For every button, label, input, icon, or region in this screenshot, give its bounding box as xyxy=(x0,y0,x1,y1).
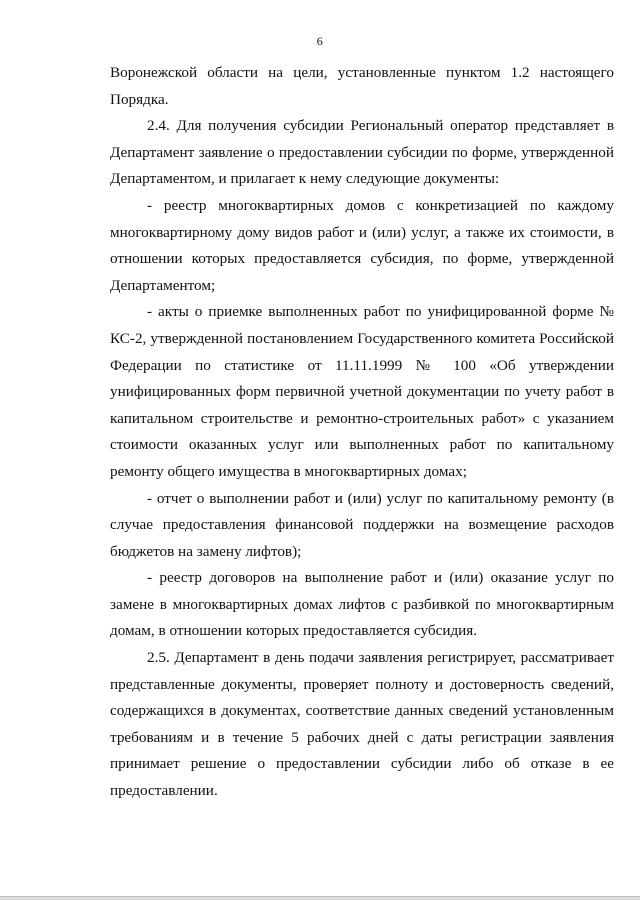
paragraph-line: Департамент заявление о предоставлении субсидии по форме, утвержденной xyxy=(110,143,614,161)
paragraph-line: Департаментом, и прилагает к нему следующие документы: xyxy=(110,170,500,188)
list-item-line: - реестр договоров на выполнение работ и (или) оказание услуг по xyxy=(147,569,614,587)
list-item-line: бюджетов на замену лифтов); xyxy=(110,542,302,560)
list-item-line: капитальном строительстве и ремонтно-строительных работ» с указанием xyxy=(110,409,614,427)
list-item-line: домам, в отношении которых предоставляется субсидия. xyxy=(110,622,478,640)
list-item-line: - акты о приемке выполненных работ по унифицированной форме № xyxy=(147,303,614,321)
list-item-line: - отчет о выполнении работ и (или) услуг по капитальному ремонту (в xyxy=(147,489,614,507)
paragraph-line: представленные документы, проверяет полноту и достоверность сведений, xyxy=(110,675,614,693)
paragraph-line: требованиям и в течение 5 рабочих дней с даты регистрации заявления xyxy=(110,728,614,746)
list-item-line: Федерации по статистике от 11.11.1999 № 100 «Об утверждении xyxy=(110,356,614,374)
list-item-line: унифицированных форм первичной учетной документации по учету работ в xyxy=(110,383,614,401)
paragraph-line: 2.5. Департамент в день подачи заявления регистрирует, рассматривает xyxy=(147,649,614,667)
paragraph-line: 2.4. Для получения субсидии Региональный оператор представляет в xyxy=(147,117,614,135)
paragraph-line: содержащихся в документах, соответствие данных сведений установленным xyxy=(110,702,614,720)
paragraph-line: Порядка. xyxy=(110,90,169,108)
paragraph-line: Воронежской области на цели, установленные пунктом 1.2 настоящего xyxy=(110,64,614,81)
list-item-line: ремонту общего имущества в многоквартирных домах; xyxy=(110,462,467,480)
list-item-line: случае предоставления финансовой поддержки на возмещение расходов xyxy=(110,516,614,534)
list-item-line: - реестр многоквартирных домов с конкретизацией по каждому xyxy=(147,196,614,214)
list-item-line: Департаментом; xyxy=(110,276,216,294)
page-number: 6 xyxy=(316,34,324,48)
list-item-line: многоквартирному дому видов работ и (или) услуг, а также их стоимости, в xyxy=(110,223,614,241)
scan-bottom-edge xyxy=(0,896,640,900)
paragraph-line: предоставлении. xyxy=(110,782,218,800)
list-item-line: стоимости оказанных услуг или выполненных работ по капитальному xyxy=(110,436,614,454)
paragraph-line: принимает решение о предоставлении субсидии либо об отказе в ее xyxy=(110,755,614,773)
list-item-line: замене в многоквартирных домах лифтов с разбивкой по многоквартирным xyxy=(110,595,614,613)
list-item-line: КС-2, утвержденной постановлением Государственного комитета Российской xyxy=(110,329,614,347)
document-body xyxy=(110,60,614,805)
list-item-line: отношении которых предоставляется субсидия, по форме, утвержденной xyxy=(110,250,614,268)
